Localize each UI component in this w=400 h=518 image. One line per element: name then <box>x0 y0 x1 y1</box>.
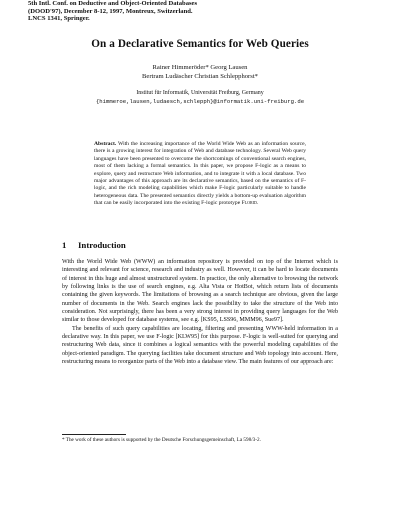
introduction-body <box>62 258 338 366</box>
abstract-end: . <box>256 200 259 207</box>
section-title: Introduction <box>78 240 126 250</box>
author-list <box>60 63 340 81</box>
abstract-text: With the increasing importance of the World Wide Web as an information source, there is a growing interest for integration of Web and database technology. Several Web query languages have been presented to overcome the shortcomings of conventional search engines, most of them lacking a formal semantics. In this paper, we propose F-logic as a means to explore, query and restructure Web information, and to integrate it with a local database. Two major advantages of this approach are its declarative semantics, based on the semantics of F-logic, and the rich modeling capabilities which make F-logic particularly suitable to handle heterogeneous data. The presented semantics directly yields a bottom-up evaluation algorithm that can be easily incorporated into the existing F-logic prototype <box>94 141 306 207</box>
conference-header-note <box>28 0 288 23</box>
paper-title: On a Declarative Semantics for Web Queries <box>91 38 309 50</box>
header-note-line: (DOOD'97), December 8-12, 1997, Montreux, Switzerland. <box>28 7 193 15</box>
author-line: Rainer Himmeröder* Georg Lausen <box>152 64 248 71</box>
affiliation-institute: Institut für Informatik, Universität Freiburg, Germany <box>136 90 264 96</box>
intro-paragraph: With the World Wide Web (WWW) an information repository is provided on top of the Internet which is interesting and relevant for science, research and industry as well. However, it can be hard to locate documents of interest in this huge and almost unstructured system. In practice, the only alternative to browsing the network by following links is the use of search engines, e.g. Alta Vista or HotBot, which return lists of documents containing the given keywords. The limitations of browsing as a search technique are obvious, given the large number of documents in the Web. Search engines lack the possibility to take the structure of the Web into consideration. Not surprisingly, there has been a very strong interest in providing query languages for the Web similar to those developed for database systems, see e.g. [KS95, LSS96, MMM96, Sue97]. <box>62 259 338 324</box>
section-heading <box>62 240 338 250</box>
header-note-line: LNCS 1341, Springer. <box>28 15 90 23</box>
abstract <box>94 141 306 208</box>
section-number: 1 <box>62 240 67 250</box>
affiliation <box>40 90 360 105</box>
footnote-rule <box>62 434 126 435</box>
author-line: Bertram Ludäscher Christian Schlepphorst* <box>142 73 258 80</box>
abstract-label: Abstract. <box>94 141 117 147</box>
header-note-line: 5th Intl. Conf. on Deductive and Object-Oriented Databases <box>28 0 198 7</box>
intro-paragraph: The benefits of such query capabilities are locating, filtering and presenting WWW-held information in a declarative way. In this paper, we use F-logic [KLW95] for this purpose. F-logic is well-suited for querying and restructuring Web data, since it combines a logical semantics with the powerful modeling capabilities of the object-oriented paradigm. The querying facilities take document structure and Web topology into account. Here, restructuring means to reorganize parts of the Web into a database view. The main features of our approach are: <box>62 325 338 366</box>
abstract-system-name: Florid <box>241 200 257 207</box>
affiliation-emails: {himmeroe,lausen,ludaesch,schlepph}@informatik.uni-freiburg.de <box>95 97 305 105</box>
footnote: * The work of these authors is supported by the Deutsche Forschungsgemeinschaft, La 598/3-2. <box>62 437 261 443</box>
